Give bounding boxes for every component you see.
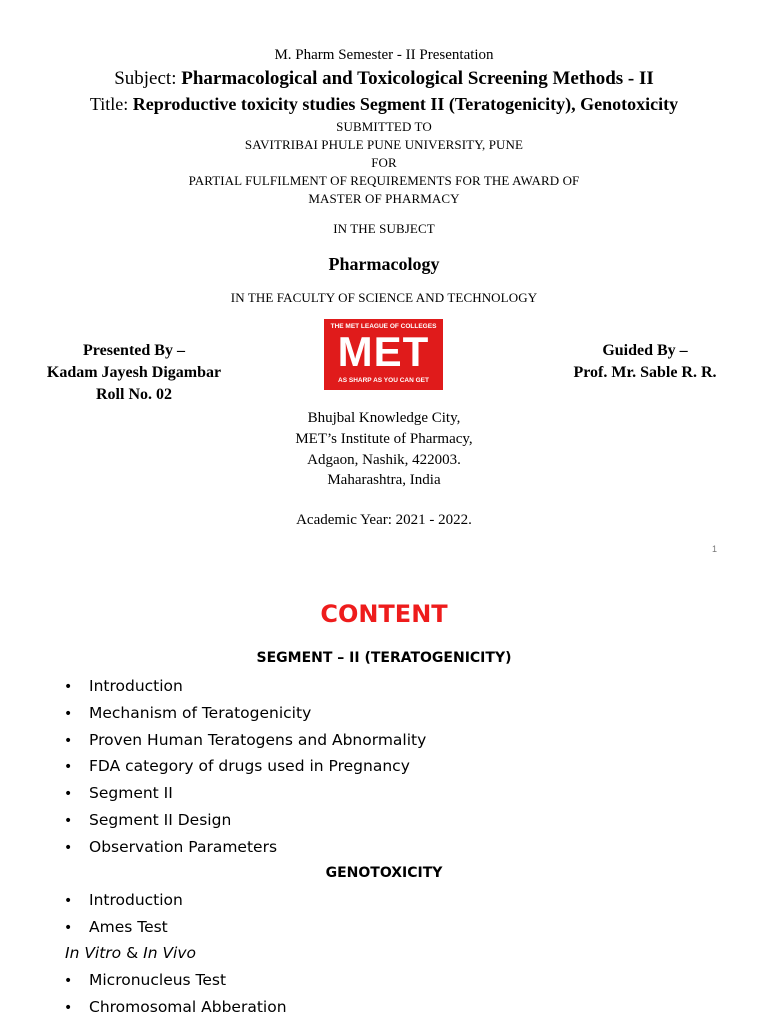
bullet-icon: • — [64, 973, 73, 989]
page-number: 1 — [712, 544, 718, 554]
bullet-icon: • — [64, 893, 73, 909]
segment-list — [64, 673, 426, 861]
list-item — [64, 994, 287, 1021]
list-item — [64, 807, 426, 834]
in-vivo-label: In Vivo — [143, 944, 197, 962]
logo-main-text: MET — [337, 328, 430, 375]
presenter-label: Presented By – — [83, 342, 185, 359]
list-item-text: Chromosomal Abberation — [89, 997, 287, 1016]
list-item — [64, 780, 426, 807]
in-subject-label: IN THE SUBJECT — [333, 221, 435, 236]
met-logo — [324, 319, 443, 390]
content-heading: CONTENT — [320, 600, 448, 628]
presenter-block — [20, 340, 248, 406]
list-item — [64, 914, 183, 941]
faculty-line: IN THE FACULTY OF SCIENCE AND TECHNOLOGY — [230, 290, 538, 305]
list-item-text: Micronucleus Test — [89, 971, 227, 989]
presenter-name: Kadam Jayesh Digambar — [46, 364, 222, 381]
genotoxicity-list — [64, 887, 183, 941]
in-vitro-label: In Vitro — [65, 944, 122, 962]
submitted-to: SUBMITTED TO — [336, 119, 432, 134]
list-item — [64, 753, 426, 780]
in-vivo-list — [64, 967, 287, 1021]
list-item-text: Introduction — [89, 891, 183, 909]
guide-name: Prof. Mr. Sable R. R. — [573, 364, 717, 381]
subject-line — [0, 68, 768, 90]
title-prefix: Title: — [89, 94, 133, 114]
list-item-text: Proven Human Teratogens and Abnormality — [89, 730, 427, 749]
list-item-text: Segment II Design — [89, 810, 232, 829]
bullet-icon: • — [64, 759, 73, 776]
for-label: FOR — [371, 155, 397, 170]
segment-heading: SEGMENT – II (TERATOGENICITY) — [256, 650, 512, 666]
degree-name: MASTER OF PHARMACY — [308, 191, 460, 206]
bullet-icon: • — [64, 812, 73, 829]
subject-prefix: Subject: — [114, 68, 182, 89]
address-line: MET’s Institute of Pharmacy, — [295, 431, 473, 447]
partial-fulfilment: PARTIAL FULFILMENT OF REQUIREMENTS FOR THE AWARD OF — [188, 173, 580, 188]
list-item — [64, 887, 183, 914]
bullet-icon: • — [64, 679, 73, 695]
academic-year: Academic Year: 2021 - 2022. — [296, 512, 472, 528]
bullet-icon: • — [64, 999, 73, 1016]
address-line: Adgaon, Nashik, 422003. — [307, 452, 461, 468]
list-item-text: Ames Test — [89, 917, 168, 936]
university-name: SAVITRIBAI PHULE PUNE UNIVERSITY, PUNE — [244, 137, 524, 152]
bullet-icon: • — [64, 705, 73, 722]
logo-tagline: AS SHARP AS YOU CAN GET — [338, 377, 429, 384]
subject-value: Pharmacological and Toxicological Screening Methods - II — [181, 68, 654, 89]
list-item-text: Observation Parameters — [89, 837, 278, 856]
discipline-name: Pharmacology — [328, 254, 440, 274]
list-item-text: FDA category of drugs used in Pregnancy — [89, 757, 410, 776]
bullet-icon: • — [64, 732, 73, 749]
title-line — [0, 94, 768, 115]
logo-top-text: THE MET LEAGUE OF COLLEGES — [330, 323, 437, 330]
list-item — [64, 727, 426, 754]
list-item — [64, 700, 426, 727]
ampersand: & — [121, 944, 144, 962]
bullet-icon: • — [64, 919, 73, 936]
genotoxicity-heading: GENOTOXICITY — [325, 865, 443, 881]
address-line: Maharashtra, India — [327, 472, 441, 488]
guide-block — [548, 340, 742, 384]
list-item — [64, 673, 426, 700]
list-item — [64, 834, 426, 861]
semester-line: M. Pharm Semester - II Presentation — [274, 47, 494, 63]
title-value: Reproductive toxicity studies Segment II (Teratogenicity), Genotoxicity — [132, 94, 679, 114]
address-line: Bhujbal Knowledge City, — [307, 410, 461, 426]
bullet-icon: • — [64, 786, 73, 803]
guide-label: Guided By – — [602, 342, 688, 359]
bullet-icon: • — [64, 839, 73, 856]
in-vitro-in-vivo-subheading — [65, 944, 196, 962]
list-item-text: Introduction — [89, 677, 183, 695]
list-item — [64, 967, 287, 994]
list-item-text: Mechanism of Teratogenicity — [89, 703, 312, 722]
list-item-text: Segment II — [89, 784, 173, 803]
presenter-roll: Roll No. 02 — [96, 386, 172, 403]
